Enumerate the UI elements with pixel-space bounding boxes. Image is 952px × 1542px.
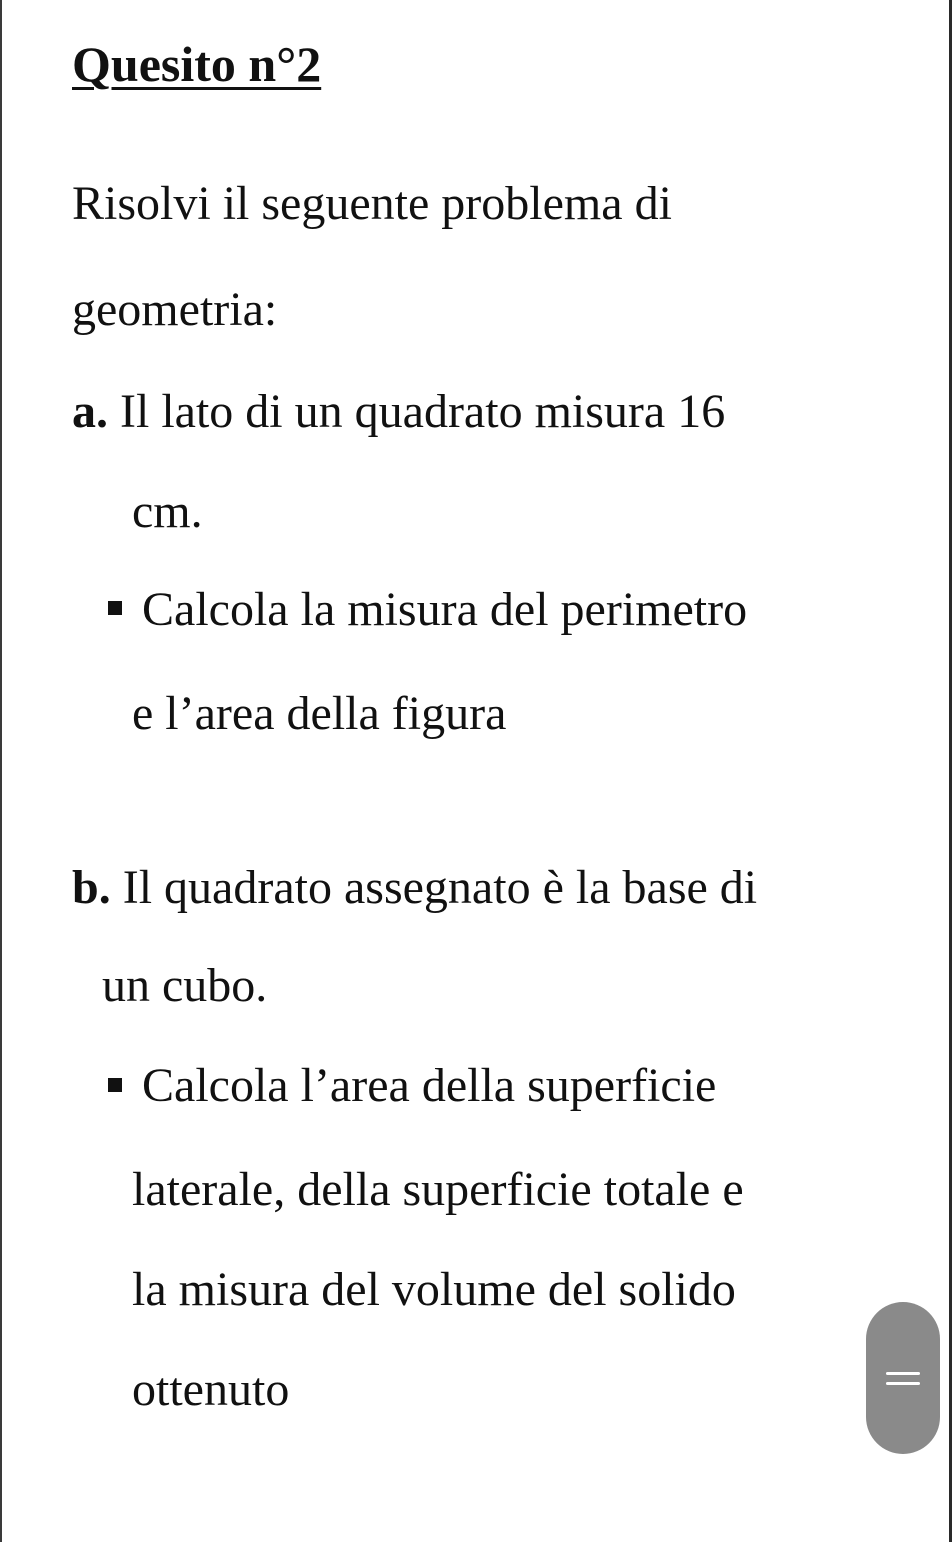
grip-lines-icon	[886, 1382, 920, 1385]
grip-lines-icon	[886, 1372, 920, 1375]
scroll-handle[interactable]	[866, 1302, 940, 1454]
page-title: Quesito n°2	[72, 36, 322, 92]
part-b-task-line-1: Calcola l’area della superficie	[142, 1059, 717, 1112]
part-a-task-line-1: Calcola la misura del perimetro	[142, 583, 748, 636]
part-a-text: Il lato di un quadrato misura 16	[120, 385, 726, 438]
square-bullet-icon	[108, 1078, 122, 1092]
part-a-label: a.	[72, 385, 108, 438]
part-a-line-1	[72, 382, 725, 442]
intro-line-2: geometria:	[72, 283, 278, 336]
part-b-text: Il quadrato assegnato è la base di	[122, 861, 758, 914]
part-b-task-line-2: laterale, della superficie totale e	[132, 1163, 744, 1216]
part-b-line-2: un cubo.	[102, 959, 268, 1012]
intro-line-1: Risolvi il seguente problema di	[72, 177, 672, 230]
part-b-task-line-4: ottenuto	[132, 1363, 290, 1416]
part-b-label: b.	[72, 861, 111, 914]
part-a-task-line-2: e l’area della figura	[132, 687, 507, 740]
part-b-line-1	[72, 858, 757, 918]
part-b-task-line-3: la misura del volume del solido	[132, 1263, 736, 1316]
square-bullet-icon	[108, 601, 122, 615]
part-a-line-2: cm.	[132, 485, 203, 538]
